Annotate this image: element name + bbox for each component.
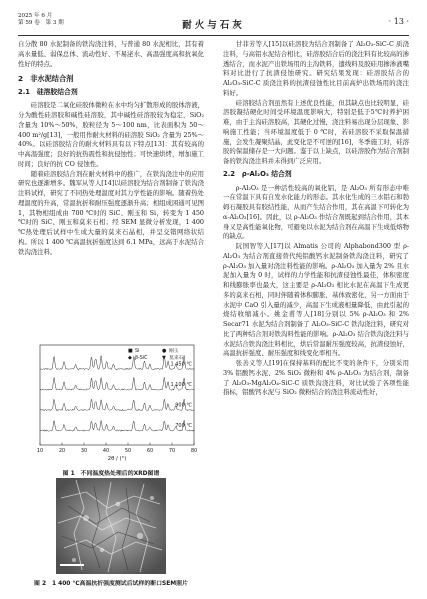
xrd-chart	[18, 331, 204, 467]
paragraph-zhang-study: 张善义等人[19]在保持基料的配比不变的条件下，分别采用 3% 铝酸钙水泥、2% SiO₂ 微粉和 4% ρ-Al₂O₃ 为结合剂，制备了 Al₂O₃-MgAl₂O₄-SiC-C 质铁沟浇注料，对比试验了各项性能指标，铝酸钙水泥与 SiO₂ 微粉结合的浇注料流动性好，	[223, 359, 409, 397]
x-tick-label: 60	[146, 448, 154, 454]
sem-image	[56, 478, 166, 574]
x-tick-label: 70	[168, 448, 176, 454]
legend-label: 莫来石	[169, 356, 184, 361]
x-tick-label: 80	[190, 448, 198, 454]
paragraph-rho-alumina-intro: ρ-Al₂O₃ 是一种活性较高的氧化铝，是 Al₂O₃ 所有形态中唯一在常温下具有自发水化能力的形态。其水化生成的三水铝石和勃姆石凝胶具有胶结性能，从而产生结合作用，其在高温下可转化为 α-Al₂O₃[16]。因此，以 ρ-Al₂O₃ 作结合剂既起到结合作用，其本身又是高性能氧化物，可避免以水泥为结合剂在高温下生成低熔物的缺点。	[223, 183, 409, 241]
legend-symbol: ●	[162, 348, 167, 354]
x-tick-label: 10	[36, 448, 44, 454]
legend-symbol: ▼	[162, 355, 166, 361]
xrd-trace	[40, 399, 194, 411]
x-axis-label: 2θ / (°)	[107, 456, 127, 462]
x-tick-label: 20	[58, 448, 66, 454]
issue-date: 2025 年 6 月	[18, 13, 53, 19]
legend-label: Si	[135, 349, 140, 354]
xrd-trace	[40, 420, 194, 431]
scale-bar	[60, 564, 84, 566]
sem-micrograph	[56, 478, 166, 574]
lead-paragraph: 自分散 80 水泥制备的铁沟浇注料，与普通 80 水泥相比，其有着高水量低、弱保总体、流动性好、不易泌水、高温强度高和抗氧化性好的特点。	[18, 40, 204, 68]
paragraph-silica-sol-application: 随着硅溶胶结合剂在耐火材料中的推广，在铁沟浇注中的应用研究也逐渐增多。魏军从等人[14]以硅溶胶为结合剂制备了铁沟浇注料试样，研究了不同热处理温度对其力学性能的影响。随着热处理温度的升高，常温抗折和耐压强度逐渐升高；相组成困通可见图 1，其物相组成由 700 ℃时的 SiC、刚玉和 Si，转变为 1 450 ℃时的 SiC、刚玉和莫来石相；经 SEM 显微分析发现，1 400 ℃热处理后试样中生成大量的莫来石晶相，并呈交错网络状结构。所以 1 400 ℃高温抗折强度达到 6.1 MPa，远高于水泥结合铁沟浇注料。	[18, 169, 204, 256]
page-number: · 13 ·	[388, 17, 409, 26]
legend-label: 刚玉	[169, 349, 179, 354]
x-tick-label: 50	[124, 448, 132, 454]
legend-symbol: ◆	[128, 355, 132, 361]
journal-title: 耐火与石灰	[182, 20, 245, 31]
x-tick-label: 40	[102, 448, 110, 454]
figure-2-caption: 图 2 1 400 ℃高温抗折强度测试后试样的断口SEM照片	[34, 581, 188, 587]
subsection-heading-2-1: 2.1 硅溶胶结合剂	[18, 88, 78, 96]
figure-1-caption: 图 1 不同温度热处理后的XRD图谱	[62, 471, 160, 477]
trace-temperature-label: 900 ℃	[175, 402, 192, 409]
trace-temperature-label: 1 100 ℃	[170, 382, 192, 388]
legend-label: β-SiC	[135, 356, 148, 361]
x-tick-label: 30	[80, 448, 88, 454]
trace-temperature-label: 1 450 ℃	[170, 361, 192, 368]
paragraph-ruan-yao-study: 阮国智等人[17]以 Almatis 公司的 Alphabond300 型 ρ-Al₂O₃ 为结合剂直接替代纯铝酸钙水泥制备铁沟浇注料，研究了 ρ-Al₂O₃ 加入量对浇注料性能的影响。ρ-Al₂O₃ 加入量为 2% 且水泥加入量为 0 时，试样的力学性能和抗渣侵蚀性最佳，体积密度和线膨胀率也最大，这主要是 ρ-Al₂O₃ 相比水泥在高温下生成更多的莫来石相，同时伴随着体积膨胀，基体致密化，另一方面由于水泥中 CaO 引入量的减少，高温下生成液相量降低，由此引起的烧结收缩减小。姚金甫等人[18]分别以 5% ρ-Al₂O₃ 和 2% Secar71 水泥为结合剂制备了 Al₂O₃-SiC-C 铁沟浇注料，研究对比了两种结合剂对铁沟料性能的影响。ρ-Al₂O₃ 结合铁沟浇注料与水泥结合铁沟浇注料相比，烘后常温耐压强度较高，抗渣侵蚀好，高温抗折强度、耐压强度和线变化率相当。	[223, 242, 409, 358]
paragraph-silica-sol-drawbacks: 硅溶胶结合剂虽然有上述优良性能，但其缺点也比较明显，硅溶胶凝结硬化时间受环境温度影响大，特别是低于5℃时养护困难，由于主沟硅溶胶高，其硬化过慢，浇注料易出现分层现象、影响施工性能；当环境温度低于 0 ℃时，若硅溶胶不采取保温措施，会发生凝聚结晶，此变化是不可逆的[16]，冬季施工时，硅溶胶的保温储存是一大问题。鉴于以上缺点，以硅溶胶作为结合剂制备的铁沟浇注料并未得到广泛应用。	[223, 98, 409, 165]
paragraph-silica-sol-intro: 硅溶胶是二氧化硅胶体微粒在水中均匀扩散形成的胶体溶液，分为酸性硅溶胶和碱性硅溶胶，其中碱性硅溶胶较为稳定，SiO₂ 含量为 10%～50%，胶粒径为 5～100 nm，比表面积为 50～400 m²/g[13]，一般用作耐火材料的硅溶胶 SiO₂ 含量为 25%～40%。以硅溶胶结合的耐火材料具有以下特点[13]：其有较高的中高温强度；良好的抗热震性和抗侵蚀性；可快速烘烤，增加施工时间；良好的抗 CO 侵蚀性。	[18, 101, 204, 168]
right-column	[223, 40, 409, 398]
subsection-heading-2-2: 2.2 ρ-Al₂O₃ 结合剂	[223, 170, 292, 179]
running-header	[18, 13, 409, 36]
paragraph-gan-study: 甘菲芳等人[15]以硅溶胶为结合剂制备了 Al₂O₃-SiC-C 质浇注料，与高铝水泥结合相比，硅溶胶结合后的浇注料有比较高的渗透结合，而水泥产出铁场用的主沟铁料，遗线料及胶硅用掺渗液嘴料对比进行了抗渣侵蚀研究。研究结果发现：硅溶胶结合的 Al₂O₃-SiC-C 质浇注料的抗渣侵蚀性比目前高炉出铁场用的浇注料好。	[223, 40, 409, 97]
xrd-figure	[18, 331, 204, 467]
legend-symbol: ■	[128, 348, 133, 354]
left-column	[18, 40, 204, 257]
issue-volume: 第 59 卷 第 3 期	[18, 20, 64, 26]
trace-temperature-label: 700 ℃	[175, 423, 192, 429]
section-heading: 2 非水泥结合剂	[18, 73, 74, 83]
